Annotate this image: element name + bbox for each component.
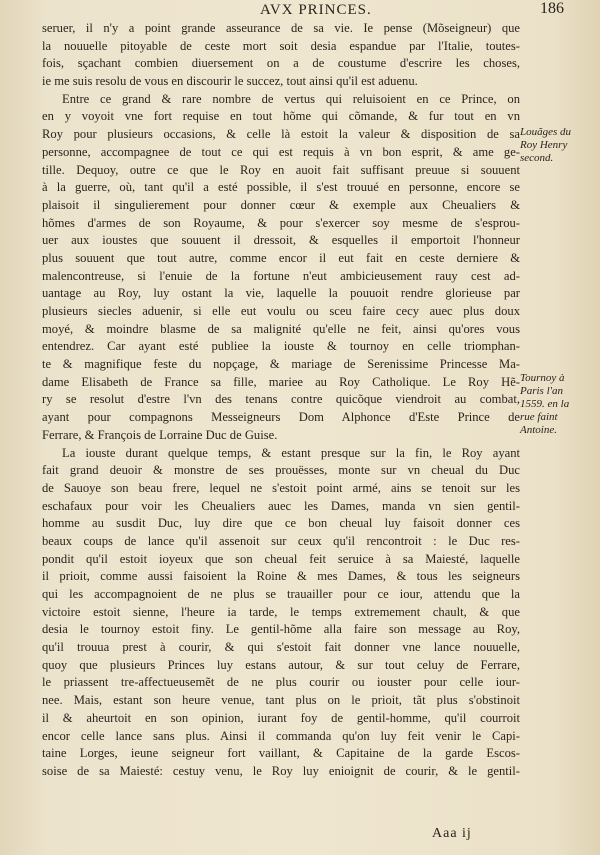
text-line: dame Elisabeth de France sa fille, mariee au Roy Catholique. Le Roy Hẽ- bbox=[42, 374, 520, 389]
marginal-note-line: Roy Henry bbox=[520, 139, 568, 151]
marginal-note-line: second. bbox=[520, 152, 554, 164]
text-line: entendrez. Car ayant esté publiee la iouste & tournoy en celle triomphan- bbox=[42, 339, 520, 354]
text-line: pondit qu'il estoit ioyeux que son cheual feit seruice à sa Maiesté, laquelle bbox=[42, 551, 520, 566]
signature-mark: Aaa ij bbox=[432, 826, 472, 841]
text-line: ayant pour compagnons Messeigneurs Dom Alphonce d'Este Prince de bbox=[42, 410, 520, 425]
text-line: malencontreuse, si l'enuie de la fortune n'eut ambicieusement rauy cest ad- bbox=[42, 268, 520, 283]
text-line: à la guerre, où, tant qu'il a esté possible, il s'est trouué en personne, encore se bbox=[42, 180, 520, 195]
text-line: plus souuent que tout autre, comme encor il eut fait en ceste derniere & bbox=[42, 250, 520, 265]
text-line: la nouuelle pitoyable de ceste mort soit desia espandue par l'Italie, toutes- bbox=[42, 38, 520, 53]
text-line: hõmes d'armes de son Royaume, & pour s'exercer soy mesme de s'esprou- bbox=[42, 215, 520, 230]
text-line: seruer, il n'y a point grande asseurance de sa vie. Ie pense (Mõseigneur) que bbox=[42, 21, 520, 35]
text-line: encor celle lance sans plus. Ainsi il commanda qu'on luy feit venir le Capi- bbox=[42, 728, 520, 743]
text-line: soise de sa Maiesté: cestuy venu, le Roy luy enioignit de courir, & le gentil- bbox=[42, 763, 520, 778]
marginal-note-line: 1559. en la bbox=[520, 398, 570, 410]
text-line: il prioit, comme aussi faisoient la Roine & mes Dames, & tous les seigneurs bbox=[42, 569, 520, 584]
text-line: uer aux ioustes que souuent il dressoit, & esquelles il emportoit l'honneur bbox=[42, 233, 520, 248]
text-line: personne, accompagnee de tout ce qui est requis à vn bon esprit, & ame ge- bbox=[42, 144, 520, 159]
text-line: le priassent tre-affectueusemẽt de ne plus courir ou iouster pour celle iour- bbox=[42, 675, 520, 690]
text-line: plaisoit il singulierement pour donner cœur & exemple aux Cheualiers & bbox=[42, 197, 520, 212]
text-line: qu'il trouua prest à courir, & qui s'estoit fait donner vne lance nouuelle, bbox=[42, 640, 520, 655]
page-number: 186 bbox=[540, 0, 564, 17]
text-line: Ferrare, & François de Lorraine Duc de Guise. bbox=[42, 427, 278, 442]
body-text bbox=[42, 20, 520, 781]
text-line: moyé, & moindre blasme de sa malignité qu'elle ne feit, ainsi qu'ores vous bbox=[42, 321, 520, 336]
marginal-note-line: Louãges du bbox=[520, 126, 572, 138]
text-line: ie me suis resolu de vous en discourir le succez, tout ainsi qu'il est aduenu. bbox=[42, 74, 418, 89]
text-line: quoy que plusieurs Princes luy estans autour, & sur tout celuy de Ferrare, bbox=[42, 657, 520, 672]
text-line: eschafaux pour voir les Cheualiers auec les Dames, manda vn sien gentil- bbox=[42, 498, 520, 513]
text-line: qui les accompagnoient de ne plus se trauailler pour ce iour, attendu que la bbox=[42, 587, 520, 601]
marginal-note-tournoy bbox=[520, 372, 600, 437]
text-line: Roy pour plusieurs occasions, & celle là estoit la valeur & disposition de sa bbox=[42, 127, 520, 142]
text-line: beaux coups de lance qu'il assenoit sur ceux qu'il rencontroit : le Duc res- bbox=[42, 533, 520, 548]
text-line: nee. Mais, estant son heure venue, tant plus on le prioit, tãt plus s'obstinoit bbox=[42, 693, 520, 708]
text-line: tille. Dequoy, outre ce que le Roy en auoit fait suffisant preuue si souuent bbox=[42, 162, 520, 177]
text-line: ry se resolut d'estre l'vn des tenans contre quicõque viendroit au combat, bbox=[42, 392, 520, 407]
text-line: taine Lorges, ieune seigneur fort vaillant, & Capitaine de la garde Escos- bbox=[42, 746, 520, 761]
text-line: Entre ce grand & rare nombre de vertus qui reluisoient en ce Prince, on bbox=[62, 91, 520, 106]
text-line: en y voyoit vne fort requise en tout hõme qui cõmande, & fur tout en vn bbox=[42, 109, 520, 124]
marginal-note-line: Tournoy à bbox=[520, 372, 565, 384]
text-line: desia le tournoy estoit finy. Le gentil-hõme alla faire son message au Roy, bbox=[42, 622, 520, 637]
marginal-note-line: Antoine. bbox=[520, 424, 557, 436]
running-title: AVX PRINCES. bbox=[260, 2, 372, 18]
marginal-note-line: Paris l'an bbox=[520, 385, 563, 397]
text-line: fois, sçachant combien diuersement on a de coustume d'escrire les choses, bbox=[42, 56, 520, 71]
text-line: homme au susdit Duc, luy dire que ce bon cheual luy faisoit donner ces bbox=[42, 516, 520, 531]
text-line: La iouste durant quelque temps, & estant presque sur la fin, le Roy ayant bbox=[62, 445, 520, 460]
text-line: victoire estoit sienne, l'heure ia tarde, le temps extremement chault, & que bbox=[42, 604, 520, 619]
text-line: de Sauoye son beau frere, lequel ne s'estoit point armé, ains se tenoit sur les bbox=[42, 480, 520, 495]
text-line: il & aheurtoit en son opinion, iurant foy de gentil-homme, qu'il courroit bbox=[42, 710, 520, 725]
marginal-note-line: rue faint bbox=[520, 411, 558, 423]
text-line: uantage au Roy, luy ostant la vie, laquelle la pouuoit rendre glorieuse par bbox=[42, 286, 520, 301]
marginal-note-louanges bbox=[520, 126, 600, 165]
text-line: te & magnifique feste du nopçage, & mariage de Serenissime Princesse Ma- bbox=[42, 357, 520, 372]
text-line: plusieurs siecles aduenir, si elle eut voulu ou sceu faire cecy auec plus doux bbox=[42, 304, 520, 318]
text-line: fait grand deuoir & monstre de ses prouësses, monte sur vn cheual du Duc bbox=[42, 463, 520, 478]
